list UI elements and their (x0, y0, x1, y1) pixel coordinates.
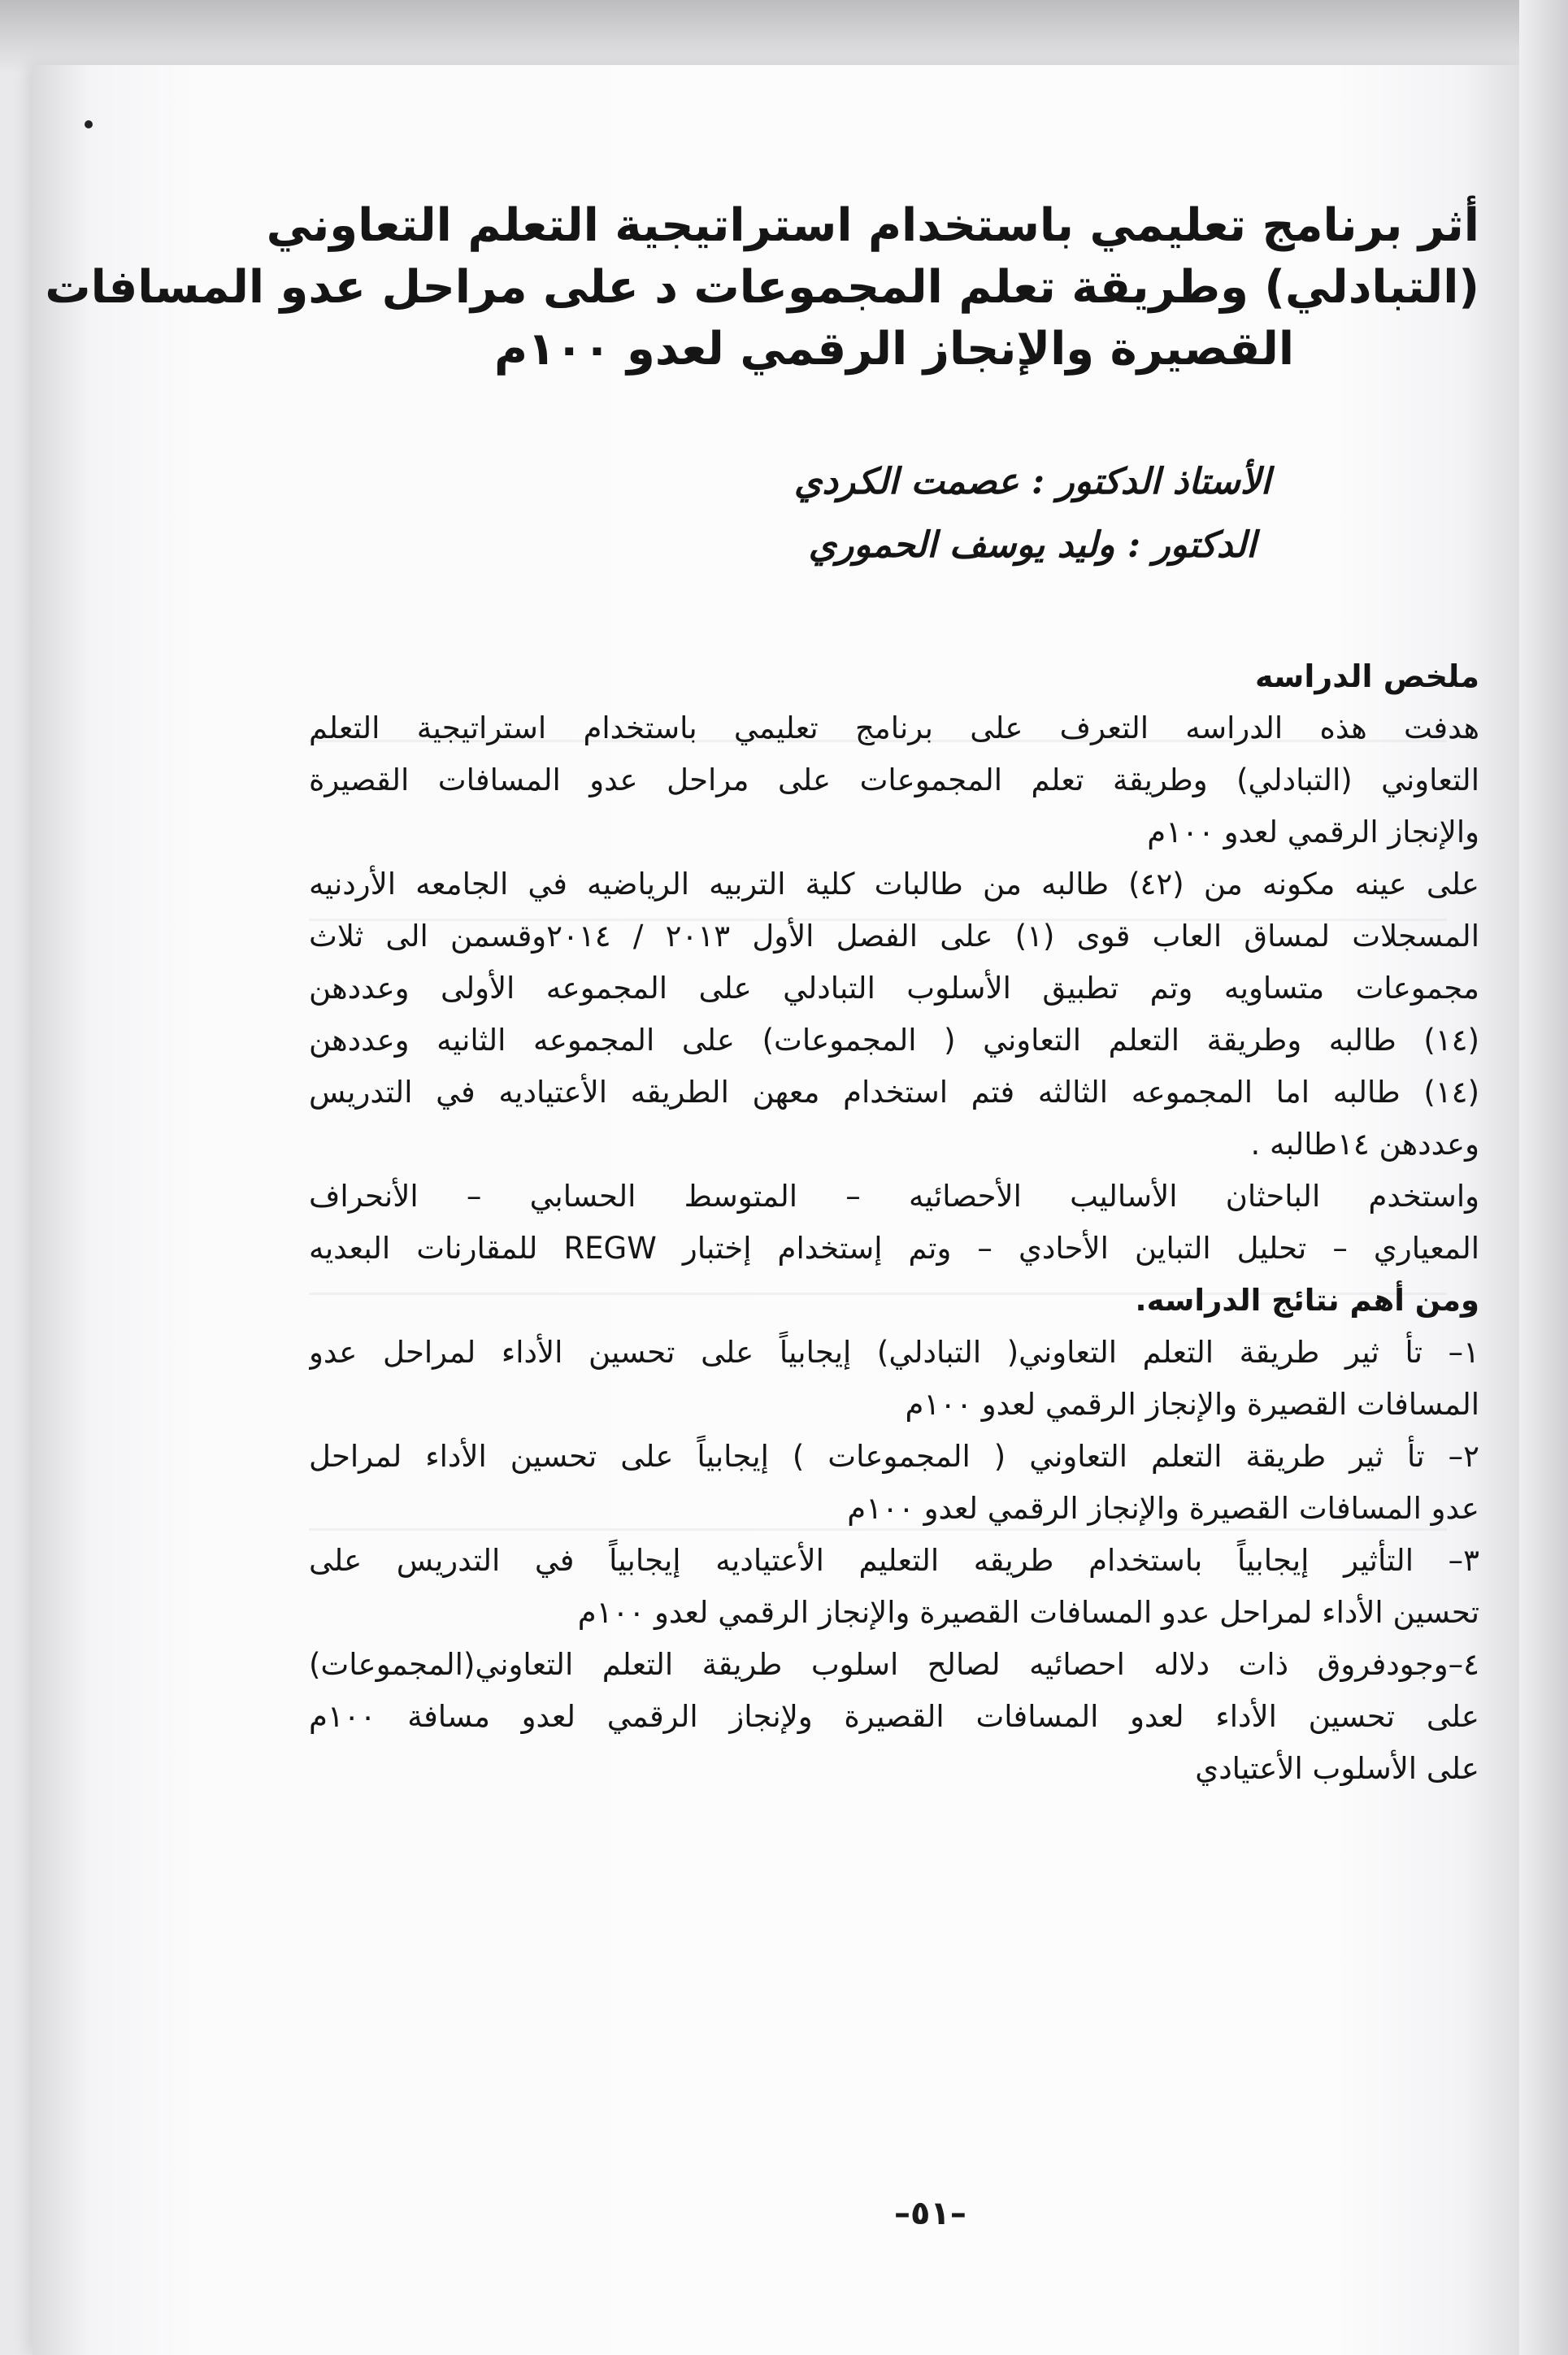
abstract-line: مجموعات متساويه وتم تطبيق الأسلوب التبادلي على المجموعه الأولى وعددهن (309, 971, 1479, 1006)
author-2: الدكتور : وليد يوسف الحموري (808, 524, 1257, 566)
abstract-heading: ملخص الدراسه (1254, 658, 1479, 694)
result-line: ١– تأ ثير طريقة التعلم التعاوني( التبادلي) إيجابياً على تحسين الأداء لمراحل عدو (309, 1335, 1479, 1370)
abstract-line: المسجلات لمساق العاب قوى (١) على الفصل الأول ٢٠١٣ / ٢٠١٤وقسمن الى ثلاث (309, 919, 1479, 954)
title-line: أثر برنامج تعليمي باستخدام استراتيجية التعلم التعاوني (266, 199, 1479, 252)
result-line: ٣– التأثير إيجابياً باستخدام طريقه التعليم الأعتياديه إيجابياً في التدريس على (309, 1543, 1479, 1578)
result-line: على تحسين الأداء لعدو المسافات القصيرة ولإنجاز الرقمي لعدو مسافة ١٠٠م (309, 1699, 1479, 1734)
abstract-line: هدفت هذه الدراسه التعرف على برنامج تعليمي باستخدام استراتيجية التعلم (309, 710, 1479, 745)
result-line: المسافات القصيرة والإنجاز الرقمي لعدو ١٠٠م (905, 1387, 1479, 1422)
results-heading: ومن أهم نتائج الدراسه. (1135, 1283, 1479, 1318)
abstract-line: التعاوني (التبادلي) وطريقة تعلم المجموعات على مراحل عدو المسافات القصيرة (309, 763, 1479, 797)
abstract-line: واستخدم الباحثان الأساليب الأحصائيه – المتوسط الحسابي – الأنحراف (309, 1179, 1479, 1214)
author-1: الأستاذ الدكتور : عصمت الكردي (793, 461, 1271, 502)
title-line: (التبادلي) وطريقة تعلم المجموعات د على مراحل عدو المسافات (45, 261, 1479, 314)
abstract-line: على عينه مكونه من (٤٢) طالبه من طالبات كلية التربيه الرياضيه في الجامعه الأردنيه (309, 867, 1479, 902)
result-line: ٤–وجودفروق ذات دلاله احصائيه لصالح اسلوب طريقة التعلم التعاوني(المجموعات) (309, 1647, 1479, 1682)
abstract-line: (١٤) طالبه وطريقة التعلم التعاوني ( المجموعات) على المجموعه الثانيه وعددهن (309, 1023, 1479, 1058)
result-line: على الأسلوب الأعتيادي (1195, 1751, 1479, 1786)
abstract-line: والإنجاز الرقمي لعدو ١٠٠م (1147, 815, 1479, 849)
result-line: ٢– تأ ثير طريقة التعلم التعاوني ( المجموعات ) إيجابياً على تحسين الأداء لمراحل (309, 1439, 1479, 1474)
scan-top-band (0, 0, 1568, 73)
abstract-line: وعددهن ١٤طالبه . (1250, 1127, 1479, 1162)
scan-right-edge (1519, 0, 1568, 2355)
abstract-section (309, 650, 1479, 1795)
result-line: عدو المسافات القصيرة والإنجاز الرقمي لعدو ١٠٠م (847, 1491, 1479, 1526)
stray-ink-dot (85, 120, 93, 128)
result-item-4 (309, 1639, 1479, 1795)
authors-block (626, 450, 1439, 577)
title-line: القصيرة والإنجاز الرقمي لعدو ١٠٠م (493, 323, 1295, 376)
result-item-1 (309, 1327, 1479, 1431)
page-number: –٥١– (894, 2195, 966, 2232)
document-title (45, 195, 1479, 380)
abstract-line: المعياري – تحليل التباين الأحادي – وتم إستخدام إختبار REGW للمقارنات البعديه (309, 1231, 1479, 1266)
document-body (45, 195, 1479, 1786)
result-item-2 (309, 1431, 1479, 1535)
result-line: تحسين الأداء لمراحل عدو المسافات القصيرة والإنجاز الرقمي لعدو ١٠٠م (577, 1595, 1479, 1630)
abstract-line: (١٤) طالبه اما المجموعه الثالثه فتم استخدام معهن الطريقه الأعتياديه في التدريس (309, 1075, 1479, 1110)
result-item-3 (309, 1535, 1479, 1639)
